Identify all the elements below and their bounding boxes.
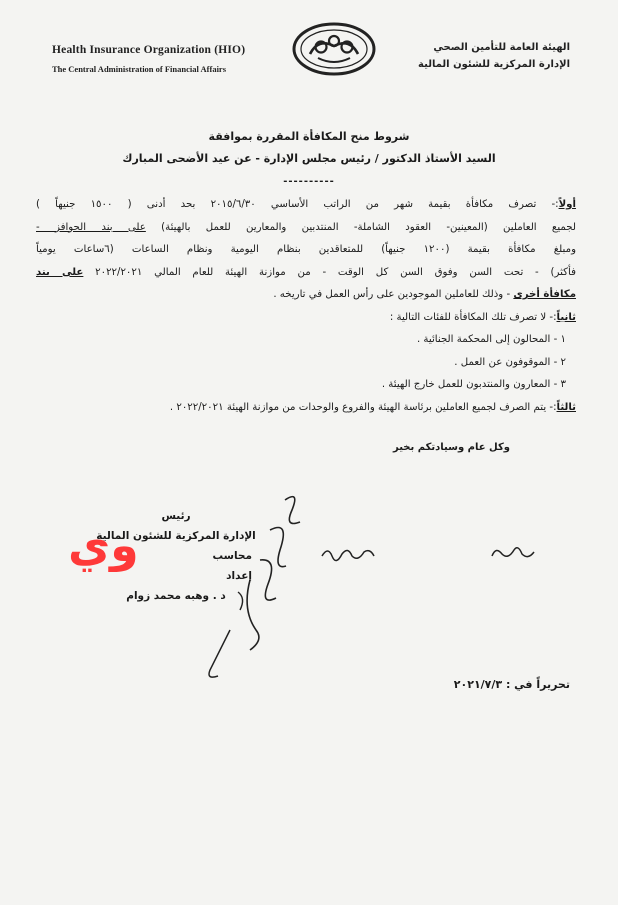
clause-first-line-3: ومبلغ مكافأة بقيمة (١٢٠٠ جنيهاً) للمتعاقدين بنظام اليومية ونظام الساعات (٦ساعات يومياً bbox=[36, 244, 576, 255]
clause-first-line-1 bbox=[36, 194, 576, 217]
handwritten-note-icon bbox=[488, 540, 538, 564]
clause-first-text-5b: - وذلك للعاملين الموجودين على رأس العمل في تاريخه . bbox=[273, 289, 511, 300]
exclusion-item-3: ٣ - المعارون والمنتدبون للعمل خارج الهيئة . bbox=[381, 379, 566, 390]
clause-third-text: :- يتم الصرف لجميع العاملين برئاسة الهيئة والفروع والوحدات من موازنة الهيئة ٢٠٢٢/٢٠٢١ . bbox=[169, 401, 557, 413]
clause-first-text-2a: لجميع العاملين (المعينين- العقود الشاملة- المنتدبين والمعارين للعمل بالهيئة) bbox=[161, 221, 576, 233]
clause-first-text-1: :- تصرف مكافأة بقيمة شهر من الراتب الأساسي ٢٠١٥/٦/٣٠ بحد أدنى ( ١٥٠٠ جنيهاً ) bbox=[36, 199, 559, 210]
addressee-line: السيد الأستاذ الدكتور / رئيس مجلس الإدارة - عن عيد الأضحى المبارك bbox=[122, 152, 496, 165]
clause-third-line bbox=[36, 397, 576, 420]
handwritten-date-icon bbox=[318, 542, 378, 566]
exclusion-item-2: ٢ - الموقوفون عن العمل . bbox=[454, 356, 566, 368]
clause-first-line-4 bbox=[36, 262, 576, 285]
document-title: شروط منح المكافأة المقررة بموافقة bbox=[208, 130, 410, 143]
signature-accountant: محاسب bbox=[212, 550, 252, 562]
clause-second-text: :- لا تصرف تلك المكافأة للفئات التالية : bbox=[389, 311, 557, 323]
title-divider: ---------- bbox=[283, 176, 335, 187]
document-body bbox=[36, 194, 576, 419]
clause-first-text-4b: على بند bbox=[36, 266, 84, 278]
header-english bbox=[52, 44, 245, 74]
clause-first-text-5a: مكافأة أخرى bbox=[513, 289, 576, 300]
closing-greeting: وكل عام وسيادتكم بخير bbox=[392, 442, 510, 453]
issue-date: تحريراً في : ٢٠٢١/٧/٣ bbox=[453, 678, 570, 691]
exclusion-item-1: ١ - المحالون إلى المحكمة الجنائية . bbox=[416, 334, 566, 345]
clause-first-line-5 bbox=[36, 284, 576, 307]
dept-name-en: The Central Administration of Financial Affairs bbox=[52, 64, 227, 74]
clause-first-text-2b: على بند الحوافز - bbox=[36, 221, 146, 233]
signature-title: رئيس bbox=[161, 510, 191, 522]
clause-second-label: ثانياً bbox=[556, 311, 576, 323]
header-arabic bbox=[418, 42, 570, 70]
clause-first-line-2 bbox=[36, 217, 576, 240]
clause-first-label: أولاً bbox=[558, 199, 576, 210]
signatory-name: د . وهبه محمد زوام bbox=[126, 590, 226, 602]
clause-second-intro bbox=[36, 307, 576, 330]
org-name-en: Health Insurance Organization (HIO) bbox=[52, 44, 246, 56]
signature-prepared: إعداد bbox=[226, 570, 252, 582]
signature-department: الإدارة المركزية للشئون المالية bbox=[96, 530, 256, 542]
clause-first-text-4a: فأكثر) - تحت السن وفوق السن كل الوقت - من موازنة الهيئة للعام المالي ٢٠٢٢/٢٠٢١ bbox=[95, 266, 576, 278]
hio-logo-icon bbox=[288, 16, 380, 78]
dept-name-ar: الإدارة المركزية للشئون المالية bbox=[418, 59, 570, 70]
clause-third-label: ثالثاً bbox=[556, 401, 576, 413]
org-name-ar: الهيئة العامة للتأمين الصحي bbox=[433, 42, 570, 53]
site-watermark: وي bbox=[68, 518, 139, 572]
